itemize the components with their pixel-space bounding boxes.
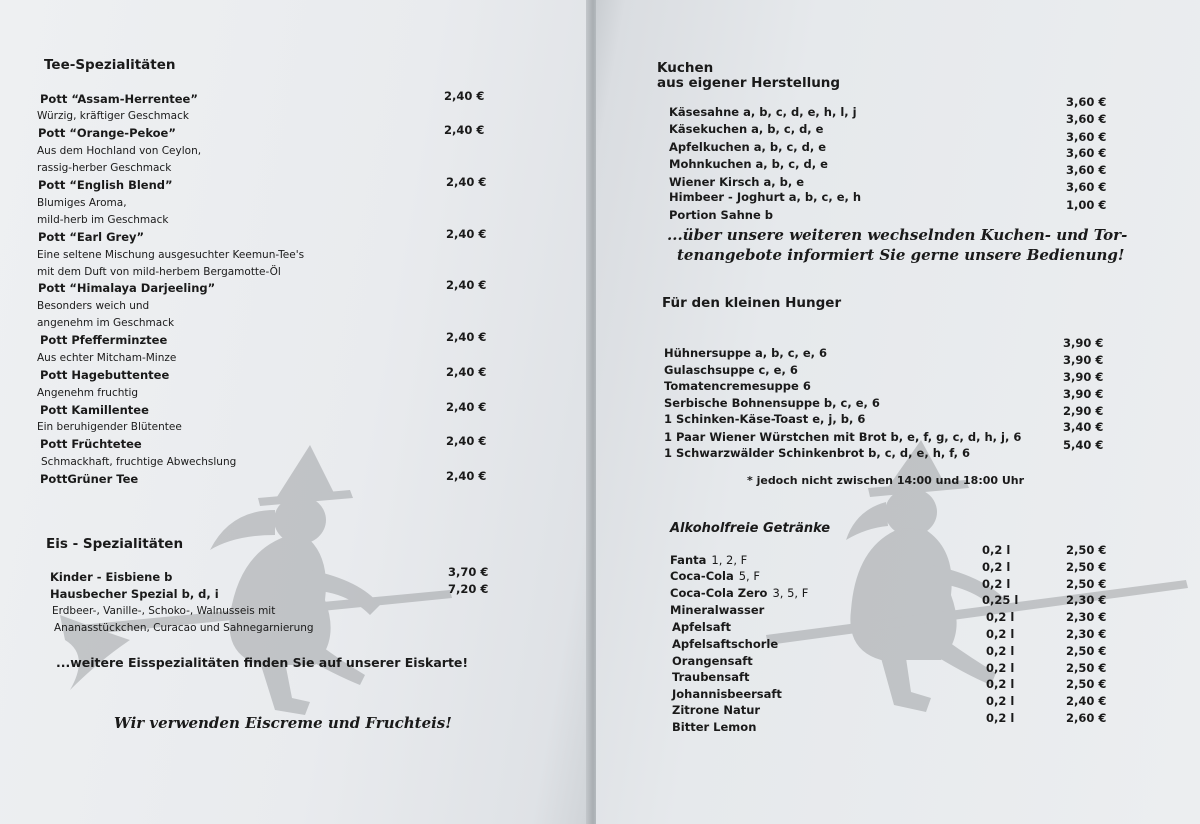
snack-item-name: 1 Schwarzwälder Schinkenbrot b, c, d, e, h, f, 6 <box>664 446 970 460</box>
tea-section-title: Tee-Spezialitäten <box>44 57 176 73</box>
tea-item-description: Blumiges Aroma, <box>37 197 127 209</box>
tea-item-description: Angenehm fruchtig <box>37 387 139 399</box>
cake-item-price: 3,60 € <box>1066 163 1107 177</box>
tea-item-name: Pott “Himalaya Darjeeling” <box>38 281 216 295</box>
tea-item-name: Pott “English Blend” <box>38 178 173 192</box>
snack-item-name: Tomatencremesuppe 6 <box>664 379 811 393</box>
drink-price: 2,30 € <box>1066 627 1107 641</box>
cake-item-name: Käsekuchen a, b, c, d, e <box>669 122 824 136</box>
drink-price: 2,50 € <box>1066 677 1107 691</box>
snack-item-price: 3,90 € <box>1063 353 1104 367</box>
ice-item-name: Kinder - Eisbiene b <box>50 570 173 584</box>
tea-item-price: 2,40 € <box>446 400 487 414</box>
cake-item-name: Apfelkuchen a, b, c, d, e <box>669 140 827 154</box>
cake-section-title: Kuchen <box>657 60 714 76</box>
tea-item-name: PottGrüner Tee <box>40 472 139 486</box>
cake-item-name: Wiener Kirsch a, b, e <box>669 175 805 189</box>
tea-item-description: Aus echter Mitcham-Minze <box>37 352 177 364</box>
drink-price: 2,30 € <box>1066 593 1107 607</box>
drink-additives: 3, 5, F <box>772 586 809 600</box>
tea-item-price: 2,40 € <box>446 227 487 241</box>
tea-item-name: Pott “Assam-Herrentee” <box>40 92 198 106</box>
tea-item-description: angenehm im Geschmack <box>37 317 175 329</box>
tea-item-price: 2,40 € <box>446 175 487 189</box>
ice-item-description: Ananasstückchen, Curacao und Sahnegarnierung <box>54 622 314 634</box>
drink-item-name: Mineralwasser <box>670 603 765 617</box>
drink-item-name: Johannisbeersaft <box>672 687 782 701</box>
drink-volume: 0,2 l <box>986 711 1015 725</box>
drink-price: 2,50 € <box>1066 644 1107 658</box>
drink-volume: 0,2 l <box>982 560 1011 574</box>
snack-item-price: 3,40 € <box>1063 420 1104 434</box>
drink-volume: 0,2 l <box>986 610 1015 624</box>
tea-item-price: 2,40 € <box>444 89 485 103</box>
snack-item-price: 3,90 € <box>1063 370 1104 384</box>
snack-item-price: 3,90 € <box>1063 336 1104 350</box>
tea-item-price: 2,40 € <box>446 330 487 344</box>
drink-price: 2,60 € <box>1066 711 1107 725</box>
tea-item-price: 2,40 € <box>446 434 487 448</box>
drink-price: 2,40 € <box>1066 694 1107 708</box>
cake-item-name: Portion Sahne b <box>669 208 773 222</box>
tea-item-name: Pott “Earl Grey” <box>38 230 145 244</box>
tea-item-description: Eine seltene Mischung ausgesuchter Keemun-Tee's <box>37 249 305 261</box>
snack-time-note: * jedoch nicht zwischen 14:00 und 18:00 Uhr <box>747 474 1025 487</box>
snack-item-name: Hühnersuppe a, b, c, e, 6 <box>664 346 828 360</box>
drink-item-name: Coca-Cola Zero 3, 5, F <box>670 586 809 600</box>
drink-volume: 0,2 l <box>982 543 1011 557</box>
tea-item-name: Pott “Orange-Pekoe” <box>38 126 176 140</box>
cake-item-price: 3,60 € <box>1066 95 1107 109</box>
drink-item-name: Fanta 1, 2, F <box>670 553 748 567</box>
cake-item-name: Mohnkuchen a, b, c, d, e <box>669 157 828 171</box>
tea-item-description: Aus dem Hochland von Ceylon, <box>37 145 202 157</box>
drink-item-name: Apfelsaftschorle <box>672 637 779 651</box>
drink-item-name: Zitrone Natur <box>672 703 761 717</box>
snack-item-price: 5,40 € <box>1063 438 1104 452</box>
drink-price: 2,50 € <box>1066 661 1107 675</box>
snack-item-name: Serbische Bohnensuppe b, c, e, 6 <box>664 396 880 410</box>
tea-item-name: Pott Früchtetee <box>40 437 142 451</box>
tea-item-description: Besonders weich und <box>37 300 150 312</box>
drink-volume: 0,2 l <box>982 577 1011 591</box>
tea-item-price: 2,40 € <box>446 365 487 379</box>
drink-price: 2,50 € <box>1066 543 1107 557</box>
cake-more-note: ...über unsere weiteren wechselnden Kuchen- und Tor- <box>667 226 1128 244</box>
drinks-section-title: Alkoholfreie Getränke <box>670 521 831 536</box>
tea-item-price: 2,40 € <box>444 123 485 137</box>
tea-item-price: 2,40 € <box>446 469 487 483</box>
drink-volume: 0,2 l <box>986 661 1015 675</box>
cake-more-note: tenangebote informiert Sie gerne unsere Bedienung! <box>677 246 1125 264</box>
drink-item-name: Orangensaft <box>672 654 753 668</box>
tea-item-description: Ein beruhigender Blütentee <box>37 421 182 433</box>
drink-volume: 0,2 l <box>986 627 1015 641</box>
drink-item-name: Coca-Cola 5, F <box>670 569 760 583</box>
snack-item-name: Gulaschsuppe c, e, 6 <box>664 363 798 377</box>
cake-item-name: Käsesahne a, b, c, d, e, h, l, j <box>669 105 857 119</box>
ice-item-price: 7,20 € <box>448 582 489 596</box>
tea-item-name: Pott Kamillentee <box>40 403 149 417</box>
cake-item-price: 3,60 € <box>1066 146 1107 160</box>
cake-item-price: 3,60 € <box>1066 180 1107 194</box>
ice-item-price: 3,70 € <box>448 565 489 579</box>
drink-price: 2,30 € <box>1066 610 1107 624</box>
snack-item-price: 2,90 € <box>1063 404 1104 418</box>
tea-item-description: Würzig, kräftiger Geschmack <box>37 110 189 122</box>
tea-item-description: rassig-herber Geschmack <box>37 162 172 174</box>
cake-item-name: Himbeer - Joghurt a, b, c, e, h <box>669 190 862 204</box>
tea-item-description: mit dem Duft von mild-herbem Bergamotte-Öl <box>37 266 281 278</box>
tea-item-name: Pott Pfefferminztee <box>40 333 168 347</box>
ice-item-description: Erdbeer-, Vanille-, Schoko-, Walnusseis mit <box>52 605 276 617</box>
cake-item-price: 1,00 € <box>1066 198 1107 212</box>
cake-item-price: 3,60 € <box>1066 112 1107 126</box>
ice-section-title: Eis - Spezialitäten <box>46 536 184 552</box>
snack-section-title: Für den kleinen Hunger <box>662 295 842 311</box>
drink-volume: 0,25 l <box>982 593 1019 607</box>
tea-item-description: Schmackhaft, fruchtige Abwechslung <box>41 456 237 468</box>
right-menu-page <box>596 0 1200 824</box>
tea-item-price: 2,40 € <box>446 278 487 292</box>
drink-item-name: Apfelsaft <box>672 620 731 634</box>
drink-price: 2,50 € <box>1066 560 1107 574</box>
cake-item-price: 3,60 € <box>1066 130 1107 144</box>
drink-additives: 5, F <box>738 569 760 583</box>
drink-volume: 0,2 l <box>986 694 1015 708</box>
ice-item-name: Hausbecher Spezial b, d, i <box>50 587 219 601</box>
ice-more-note: ...weitere Eisspezialitäten finden Sie auf unserer Eiskarte! <box>56 655 469 670</box>
cake-section-subtitle: aus eigener Herstellung <box>657 75 841 91</box>
snack-item-name: 1 Paar Wiener Würstchen mit Brot b, e, f, g, c, d, h, j, 6 <box>664 430 1022 444</box>
drink-item-name: Bitter Lemon <box>672 720 757 734</box>
drink-volume: 0,2 l <box>986 677 1015 691</box>
drink-item-name: Traubensaft <box>672 670 750 684</box>
tea-item-description: mild-herb im Geschmack <box>37 214 169 226</box>
drink-price: 2,50 € <box>1066 577 1107 591</box>
ice-footer-note: Wir verwenden Eiscreme und Fruchteis! <box>114 714 452 732</box>
drink-additives: 1, 2, F <box>711 553 748 567</box>
snack-item-price: 3,90 € <box>1063 387 1104 401</box>
snack-item-name: 1 Schinken-Käse-Toast e, j, b, 6 <box>664 412 866 426</box>
tea-item-name: Pott Hagebuttentee <box>40 368 170 382</box>
drink-volume: 0,2 l <box>986 644 1015 658</box>
left-menu-page <box>0 0 590 824</box>
